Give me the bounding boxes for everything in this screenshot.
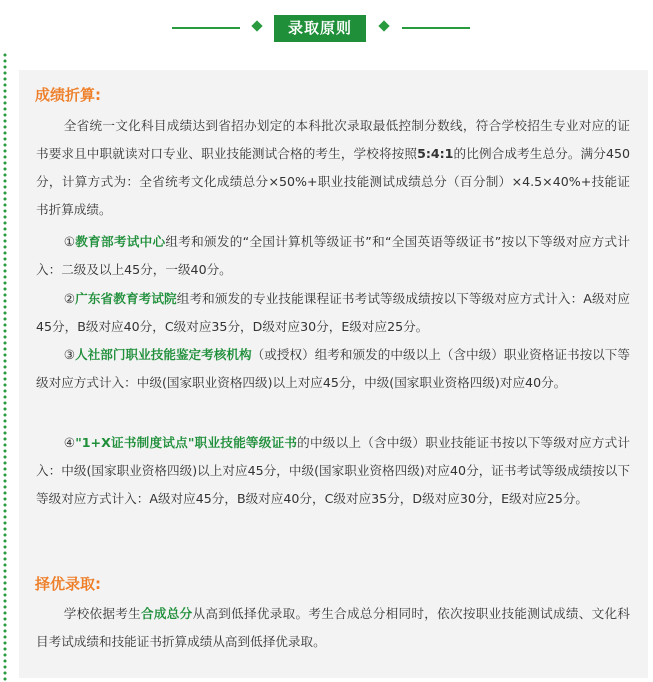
dotted-border (3, 52, 7, 682)
item-number: ③ (63, 347, 76, 362)
diamond-icon (251, 20, 262, 31)
item-number: ② (63, 291, 76, 306)
section-header (0, 0, 653, 50)
item-number: ① (63, 234, 76, 249)
text: 的中级以上（含中级）职业技能证书按以下等级对应方式计入：中级(国家职业资格四级)以上对应45分，中级(国家职业资格四级)对应40分，证书考试等级成绩按以下等级对应方式计入：A级对应45分，B级对应40分，C级对应35分，D级对应30分，E级对应25分。 (36, 435, 630, 506)
item-number: ④ (63, 435, 76, 450)
paragraph-cert-3 (36, 341, 630, 397)
header-title: 录取原则 (274, 15, 366, 42)
org-name: 人社部门职业技能鉴定考核机构 (75, 347, 252, 362)
text: 组考和颁发的“全国计算机等级证书”和“全国英语等级证书”按以下等级对应方式计入：二级及以上45分，一级40分。 (36, 234, 630, 277)
section-title-score: 成绩折算: (35, 86, 101, 104)
section-title-admission: 择优录取: (35, 575, 101, 593)
text: 学校依据考生 (63, 606, 141, 621)
paragraph-cert-4 (36, 429, 630, 513)
header-line-left (172, 27, 240, 29)
paragraph-cert-2 (36, 285, 630, 341)
org-name: "1+X证书制度试点"职业技能等级证书 (75, 435, 298, 450)
header-line-right (402, 27, 470, 29)
text: （或授权）组考和颁发的中级以上（含中级）职业资格证书按以下等级对应方式计入：中级(国家职业资格四级)以上对应45分，中级(国家职业资格四级)对应40分。 (36, 347, 631, 390)
paragraph-cert-1 (36, 228, 630, 284)
ratio-text: 5:4:1 (417, 146, 454, 161)
highlight-text: 合成总分 (140, 606, 193, 621)
paragraph-admission (36, 600, 630, 656)
text: 全省统一文化科目成绩达到省招办划定的本科批次录取最低控制分数线，符合学校招生专业对应的证书要求且中职就读对口专业、职业技能测试合格的考生，学校将按照 (36, 118, 630, 161)
text: 的比例合成考生总分。满分450分，计算方式为：全省统考文化成绩总分×50%+职业技能测试成绩总分（百分制）×4.5×40%+技能证书折算成绩。 (36, 146, 631, 217)
org-name: 广东省教育考试院 (75, 291, 177, 306)
text: 从高到低择优录取。考生合成总分相同时，依次按职业技能测试成绩、文化科目考试成绩和技能证书折算成绩从高到低择优录取。 (36, 606, 631, 649)
diamond-icon (378, 20, 389, 31)
text: 组考和颁发的专业技能课程证书考试等级成绩按以下等级对应方式计入：A级对应45分，B级对应40分，C级对应35分，D级对应30分，E级对应25分。 (36, 291, 631, 334)
paragraph-score-intro (36, 112, 630, 224)
org-name: 教育部考试中心 (75, 234, 166, 249)
